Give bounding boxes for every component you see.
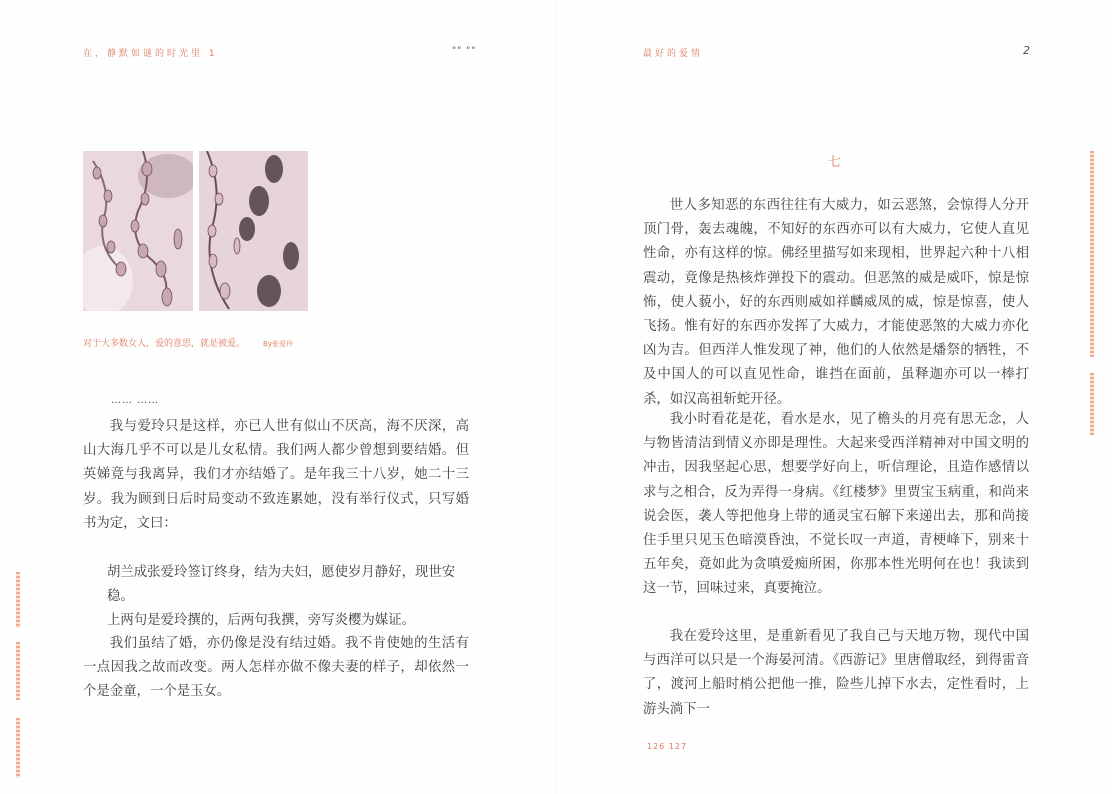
caption-author: By张爱玲 xyxy=(263,340,293,348)
page-edge-decoration xyxy=(16,718,20,778)
ellipsis-mark: …… …… xyxy=(111,395,160,406)
vow-note: 上两句是爱玲撰的，后两句我撰，旁写炎樱为媒证。 xyxy=(107,613,415,629)
body-paragraph: 我小时看花是花，看水是水，见了檐头的月亮有思无念，人与物皆清洁到情义亦即是理性。大起来受西洋精神对中国文明的冲击，因我坚起心思，想要学好向上，听信理论，且造作感情以求与之相合，反为弄得一身病。《红楼梦》里贾宝玉病重，和尚来说会医，袭人等把他身上带的通灵宝石解下来递出去，那和尚接住手里只见玉色暗漠昏浊，不觉长叹一声道，青梗峰下，别来十五年矣，竟如此为贪嗔爱痴所困，你那本性光明何在也！我读到这一节，回味过来，真要掩泣。 xyxy=(643,412,1029,597)
body-paragraph: 世人多知恶的东西往往有大威力，如云恶煞，会惊得人分开顶门骨，轰去魂魄，不知好的东西亦可以有大威力，它使人直见性命，亦有这样的惊。佛经里描写如来现相，世界起六种十八相震动，竟像是热核炸弹投下的震动。但恶煞的威是威吓，惊是惊怖，使人藐小，好的东西则威如祥麟威凤的威，惊是惊喜，使人飞扬。惟有好的东西亦发挥了大威力，才能使恶煞的大威力亦化凶为吉。但西洋人惟发现了神，他们的人依然是燔祭的牺牲，不及中国人的可以直见性命，谁挡在面前，虽释迦亦可以一棒打杀，如汉高祖斩蛇开径。 xyxy=(643,198,1029,407)
chapter-number: 七 xyxy=(828,155,842,170)
chandelier-photo-2 xyxy=(199,151,308,311)
page-edge-decoration xyxy=(16,572,20,628)
chandelier-photo-1 xyxy=(83,151,193,311)
body-paragraph: 我在爱玲这里，是重新看见了我自己与天地万物，现代中国与西洋可以只是一个海晏河清。《西游记》里唐僧取经，到得雷音了，渡河上船时梢公把他一推，险些儿掉下水去，定性看时，上游头淌下一 xyxy=(643,629,1029,717)
running-header-right: 最好的爱情 xyxy=(643,49,704,59)
crystal-shadow-illustration xyxy=(199,151,308,311)
vow-line: 胡兰成张爱玲签订终身，结为夫妇，愿使岁月静好，现世安稳。 xyxy=(107,565,456,605)
body-paragraph: 我与爱玲只是这样，亦已人世有似山不厌高，海不厌深，高山大海几乎不可以是儿女私情。我们两人都少曾想到要结婚。但英娣竟与我离异，我们才亦结婚了。是年我三十八岁，她二十三岁。我为顾到日后时局变动不致连累她，没有举行仪式，只写婚书为定，文曰： xyxy=(83,419,469,531)
folio: 126 127 xyxy=(647,742,688,751)
page-edge-decoration xyxy=(1090,151,1094,357)
page-number: 2 xyxy=(1023,44,1030,57)
photo-caption xyxy=(83,336,293,349)
running-header-left: 在，静默如谜的时光里 1 xyxy=(83,49,218,59)
caption-text: 对于大多数女人，爱的意思，就是被爱。 xyxy=(83,339,246,349)
body-paragraph: 我们虽结了婚，亦仍像是没有结过婚。我不肯使她的生活有一点因我之故而改变。两人怎样亦做不像夫妻的样子，却依然一个是金童，一个是玉女。 xyxy=(83,636,469,700)
page-edge-decoration xyxy=(1090,373,1094,435)
right-page xyxy=(556,0,1112,794)
header-quote-mark: "" "" xyxy=(452,46,477,56)
crystal-beads-illustration xyxy=(83,151,193,311)
marriage-vow-block xyxy=(107,561,477,634)
page-edge-decoration xyxy=(16,642,20,700)
